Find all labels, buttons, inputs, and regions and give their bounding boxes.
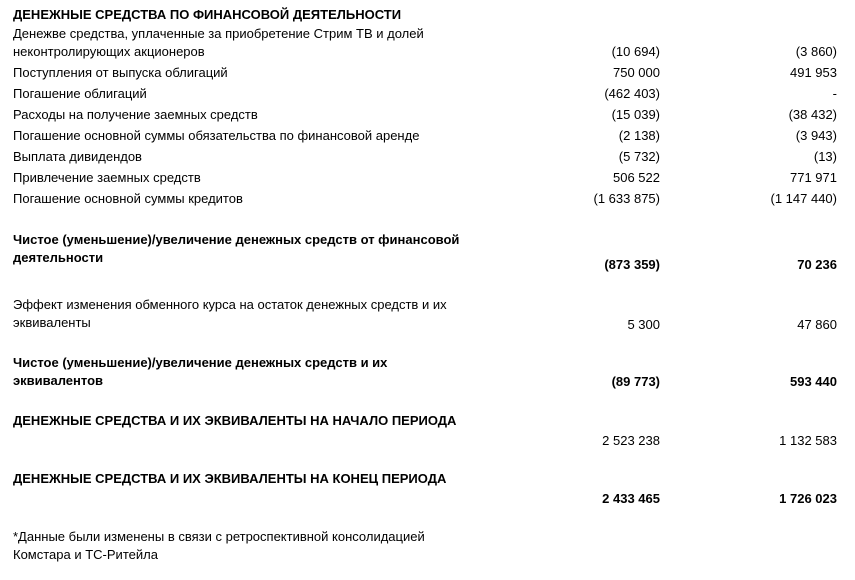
row-value-current: 750 000: [613, 65, 660, 80]
closing-balance-current: 2 433 465: [602, 491, 660, 506]
net-change-label: Чистое (уменьшение)/увеличение денежных средств и их: [13, 355, 388, 370]
row-value-previous: (3 860): [795, 44, 837, 59]
row-value-previous: (13): [813, 149, 837, 164]
row-label: Выплата дивидендов: [13, 149, 142, 164]
row-value-previous: (38 432): [788, 107, 837, 122]
row-value-previous: 771 971: [790, 170, 837, 185]
row-label: Поступления от выпуска облигаций: [13, 65, 228, 80]
net-change-label-continued: эквивалентов: [13, 373, 104, 388]
row-value-current: (462 403): [604, 86, 660, 101]
row-value-current: (15 039): [611, 107, 660, 122]
fx-effect-previous: 47 860: [797, 317, 837, 332]
net-change-previous: 593 440: [790, 374, 837, 389]
opening-balance-label: ДЕНЕЖНЫЕ СРЕДСТВА И ИХ ЭКВИВАЛЕНТЫ НА НАЧАЛО ПЕРИОДА: [13, 413, 457, 428]
section-title: ДЕНЕЖНЫЕ СРЕДСТВА ПО ФИНАНСОВОЙ ДЕЯТЕЛЬНОСТИ: [13, 7, 402, 22]
row-label: Погашение основной суммы кредитов: [13, 191, 243, 206]
closing-balance-label: ДЕНЕЖНЫЕ СРЕДСТВА И ИХ ЭКВИВАЛЕНТЫ НА КОНЕЦ ПЕРИОДА: [13, 471, 447, 486]
net-financing-label: Чистое (уменьшение)/увеличение денежных средств от финансовой: [13, 232, 460, 247]
fx-effect-label-continued: эквиваленты: [13, 315, 91, 330]
net-financing-label-continued: деятельности: [13, 250, 104, 265]
opening-balance-previous: 1 132 583: [779, 433, 837, 448]
fx-effect-current: 5 300: [627, 317, 660, 332]
net-financing-current: (873 359): [604, 257, 660, 272]
closing-balance-previous: 1 726 023: [779, 491, 837, 506]
row-label: Погашение основной суммы обязательства по финансовой аренде: [13, 128, 420, 143]
row-label: Привлечение заемных средств: [13, 170, 201, 185]
row-label-continued: неконтролирующих акционеров: [13, 44, 205, 59]
net-financing-previous: 70 236: [797, 257, 837, 272]
row-value-current: (2 138): [618, 128, 660, 143]
row-label: Погашение облигаций: [13, 86, 147, 101]
row-value-current: 506 522: [613, 170, 660, 185]
row-value-current: (5 732): [618, 149, 660, 164]
row-value-previous: 491 953: [790, 65, 837, 80]
row-value-previous: (1 147 440): [770, 191, 837, 206]
row-label: Денежвe средства, уплаченные за приобретение Стрим ТВ и долей: [13, 26, 424, 41]
footnote: *Данные были изменены в связи с ретроспективной консолидацией: [13, 529, 425, 544]
row-value-current: (1 633 875): [593, 191, 660, 206]
row-value-previous: (3 943): [795, 128, 837, 143]
row-value-previous: -: [832, 86, 837, 101]
fx-effect-label: Эффект изменения обменного курса на остаток денежных средств и их: [13, 297, 447, 312]
opening-balance-current: 2 523 238: [602, 433, 660, 448]
footnote-continued: Комстара и ТС-Ритейла: [13, 547, 158, 562]
row-label: Расходы на получение заемных средств: [13, 107, 258, 122]
row-value-current: (10 694): [611, 44, 660, 59]
net-change-current: (89 773): [611, 374, 660, 389]
